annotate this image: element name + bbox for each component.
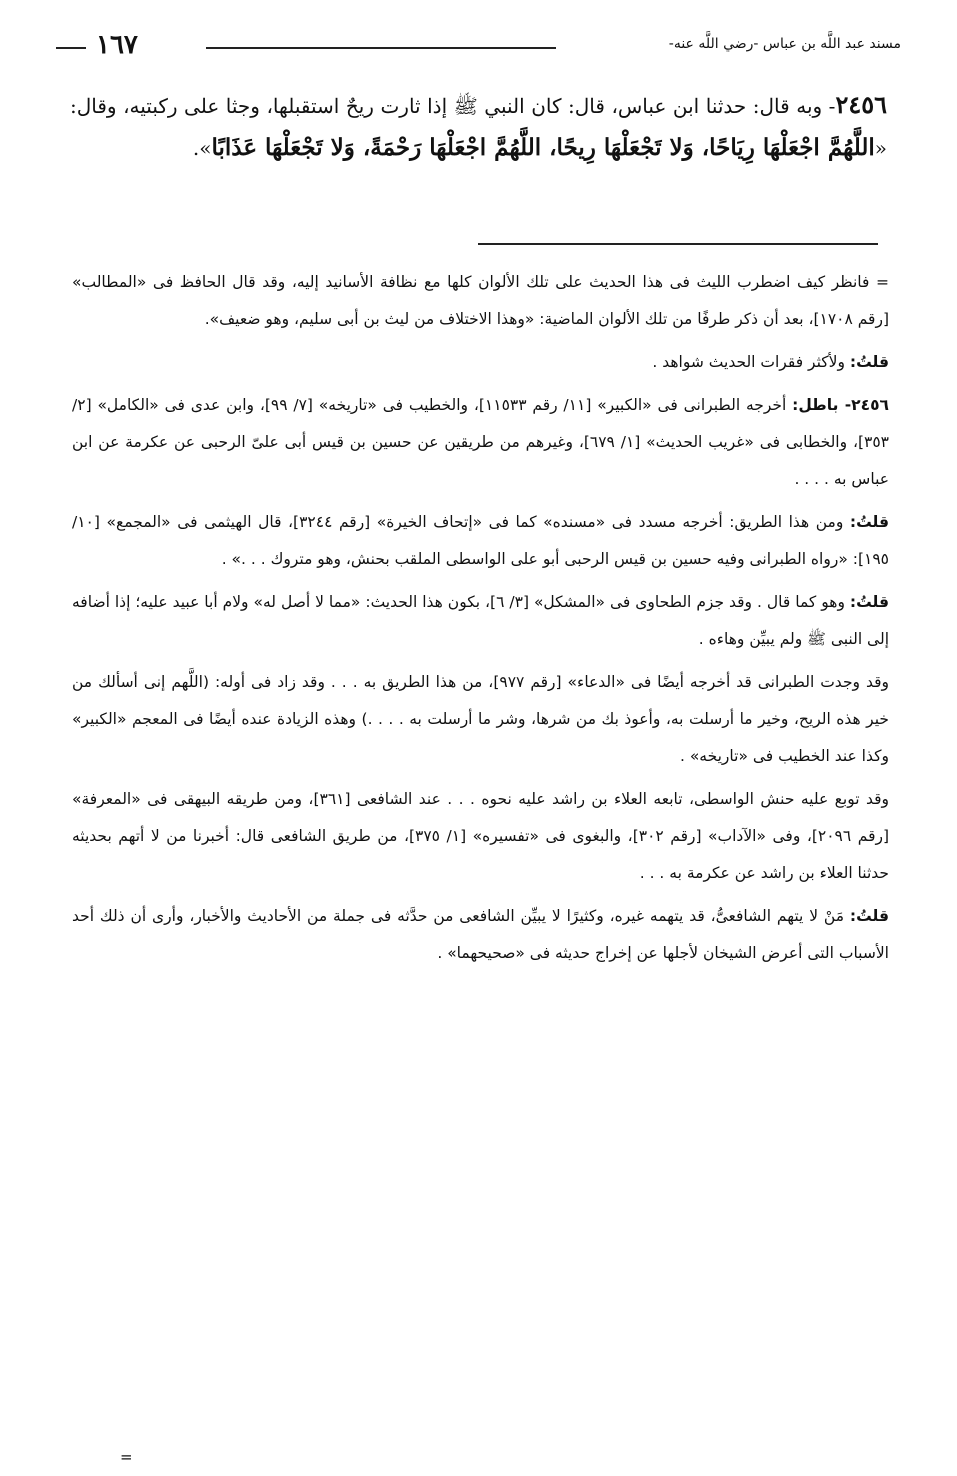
note-body-5: وهو كما قال . وقد جزم الطحاوى فى «المشكل» [٣/ ٦]، بكون هذا الحديث: «مما لا أصل له» ولام أبا عبيد عليه؛ إذا أضافه إلى النبى ﷺ ولم يبيِّن وهاءه . [72,593,889,648]
note-paragraph-4 [72,504,889,578]
hadith-close: ». [192,136,212,160]
footnotes [72,264,890,1466]
note-lead-3: ٢٤٥٦- باطل: [792,396,889,414]
note-lead-5: قلتُ: [849,593,889,611]
header-title: مسند عبد اللَّه بن عباس -رضي اللَّه عنه- [668,36,901,52]
page-number: ١٦٧ [96,30,138,60]
footnote-separator [478,243,878,245]
hadith-intro: - وبه قال: حدثنا ابن عباس، قال: كان النبي ﷺ إذا ثارت ريحٌ استقبلها، وجثا على ركبتيه، وقال: « [70,94,887,160]
continuation-mark: = [120,1448,133,1466]
note-body-4: ومن هذا الطريق: أخرجه مسدد فى «مسنده» كما فى «إتحاف الخيرة» [رقم ٣٢٤٤]، قال الهيثمى فى «المجمع» [١٠/ ١٩٥]: «رواه الطبرانى وفيه حسين بن قيس الرحبى أبو على الواسطى الملقب بحنش، وهو متروك . . .» . [72,513,889,568]
hadith-dua: اللَّهُمَّ اجْعَلْهَا رِيَاحًا، وَلا تَجْعَلْهَا رِيحًا، اللَّهُمَّ اجْعَلْهَا رَحْمَةً، وَلا تَجْعَلْهَا عَذَابًا [211,134,875,161]
running-header [56,30,901,62]
note-paragraph-1: = فانظر كيف اضطرب الليث فى هذا الحديث على تلك الألوان كلها مع نظافة الأسانيد إليه، وقد قال الحافظ فى «المطالب» [رقم ١٧٠٨]، بعد أن ذكر طرفًا من تلك الألوان الماضية: «وهذا الاختلاف من ليث بن أبى سليم، وهو ضعيف». [72,273,889,328]
note-paragraph-5 [72,584,889,658]
note-lead-8: قلتُ: [849,907,889,925]
note-paragraph-6: وقد وجدت الطبرانى قد أخرجه أيضًا فى «الدعاء» [رقم ٩٧٧]، من هذا الطريق به . . . وقد زاد فى أوله: (اللَّهم إنى أسألك من خير هذه الريح، وخير ما أرسلت به، وأعوذ بك من شرها، وشر ما أرسلت به . . . .) وهذه الزيادة عنده أيضًا فى المعجم «الكبير» وكذا عند الخطيب فى «تاريخه» . [72,673,890,765]
note-paragraph-2 [72,344,889,381]
note-body-3: أخرجه الطبرانى فى «الكبير» [١١/ رقم ١١٥٣٣]، والخطيب فى «تاريخه» [٧/ ٩٩]، وابن عدى فى «الكامل» [٢/ ٣٥٣]، والخطابى فى «غريب الحديث» [١/ ٦٧٩]، وغيرهم من طريقين عن حسين بن قيس أبى علىّ الرحبى عن عكرمة عن ابن عباس به . . . . [72,396,889,488]
note-paragraph-7: وقد توبع عليه حنش الواسطى، تابعه العلاء بن راشد عليه نحوه . . . عند الشافعى [٣٦١]، ومن طريقه البيهقى فى «المعرفة» [رقم ٢٠٩٦]، وفى «الآداب» [رقم ٣٠٢]، والبغوى فى «تفسيره» [١/ ٣٧٥]، من طريق الشافعى قال: أخبرنا من لا أتهم بحديثه حدثنا العلاء بن راشد عن عكرمة به . . . [72,790,890,882]
note-body-2: ولأكثر فقرات الحديث شواهد . [652,353,850,371]
note-lead-2: قلتُ: [849,353,889,371]
header-dash [56,47,86,49]
note-lead-4: قلتُ: [849,513,889,531]
header-rule [206,47,556,49]
note-body-8: مَنْ لا يتهم الشافعىُّ، قد يتهمه غيره، وكثيرًا لا يبيِّن الشافعى من حدَّثه فى جملة من الأحاديث والأخبار، وأرى أن ذلك أحد الأسباب التى أعرض الشيخان لأجلها عن إخراج حديثه فى «صحيحهما» . [72,907,889,962]
hadith-number: ٢٤٥٦ [835,90,887,119]
note-paragraph-3 [72,387,889,498]
note-paragraph-8 [72,898,889,972]
hadith-text [70,84,887,169]
